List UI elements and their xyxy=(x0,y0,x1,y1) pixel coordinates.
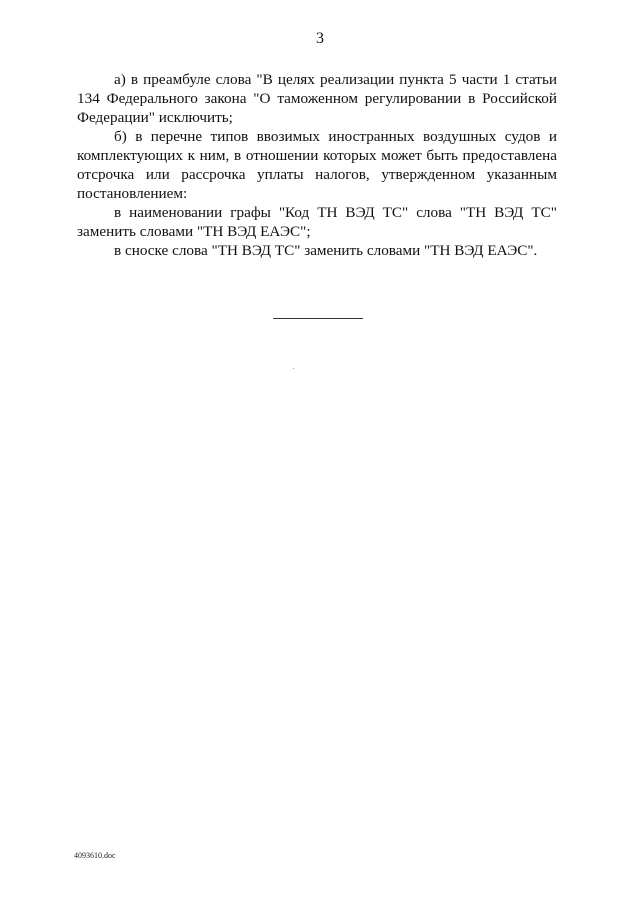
paragraph-a: а) в преамбуле слова "В целях реализации пункта 5 части 1 статьи 134 Федерального закона "О таможенном регулировании в Российской Федерации" исключить; xyxy=(77,71,557,126)
footer-file-name: 4093610.doc xyxy=(74,851,116,860)
paragraph-b: б) в перечне типов ввозимых иностранных воздушных судов и комплектующих к ним, в отношении которых может быть предоставлена отсрочка или рассрочка уплаты налогов, утвержденном указанным постановлением: xyxy=(77,128,557,202)
end-separator-line xyxy=(273,318,363,319)
page-number: 3 xyxy=(316,30,324,47)
document-body xyxy=(77,70,557,260)
scan-dot xyxy=(293,368,294,369)
paragraph-footnote: в сноске слова "ТН ВЭД ТС" заменить словами "ТН ВЭД ЕАЭС". xyxy=(114,242,538,259)
paragraph-graph-name: в наименовании графы "Код ТН ВЭД ТС" слова "ТН ВЭД ТС" заменить словами "ТН ВЭД ЕАЭС"; xyxy=(77,204,557,240)
